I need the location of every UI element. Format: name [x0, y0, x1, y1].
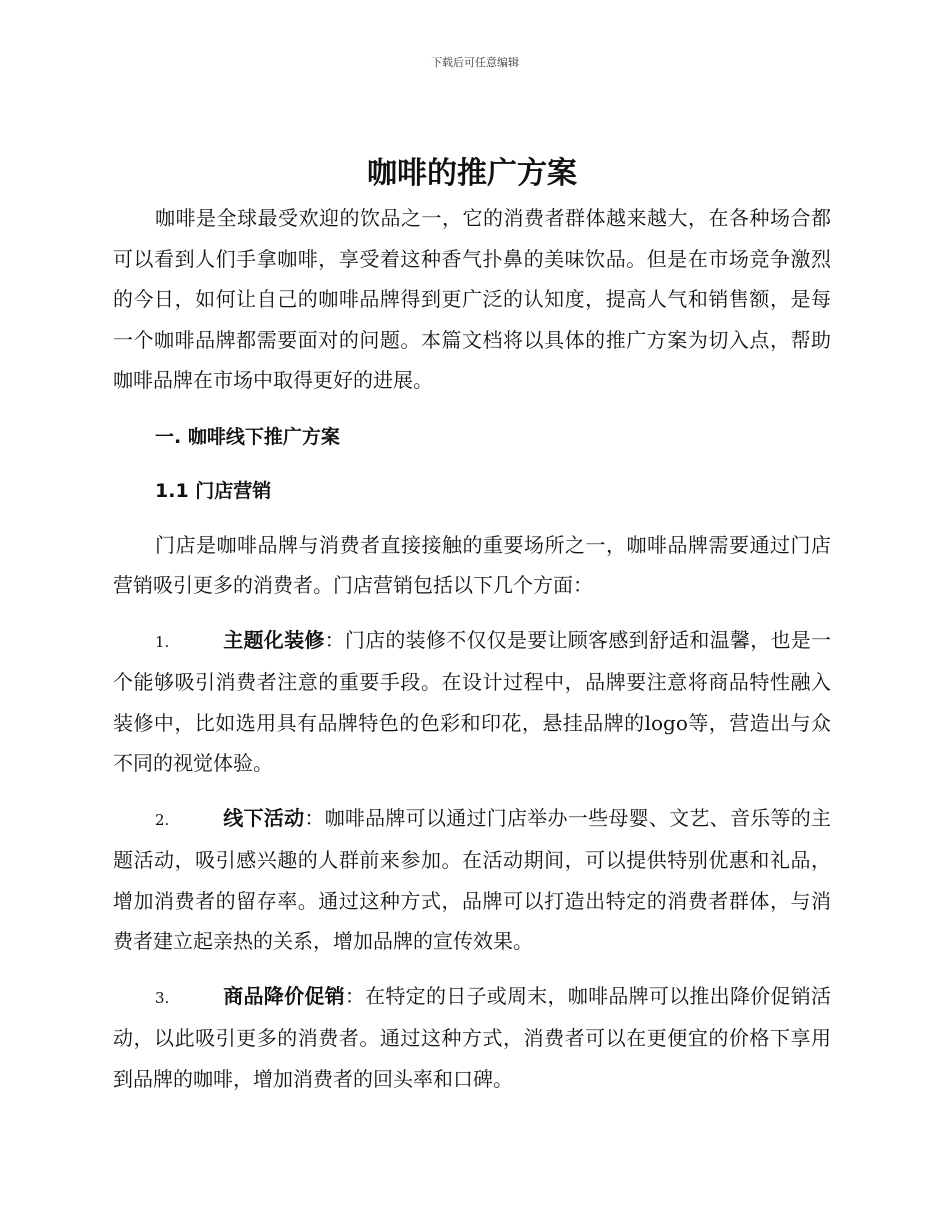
list-item-number: 3.	[155, 988, 170, 1007]
section-heading-1: 一. 咖啡线下推广方案	[155, 425, 340, 448]
document-title: 咖啡的推广方案	[367, 156, 577, 191]
list-item-number: 1.	[155, 632, 170, 651]
list-item-text: ：在特定的日子或周末，咖啡品牌可以推出降价促销活动，以此吸引更多的消费者。通过这种方式，消费者可以在更便宜的价格下享用到品牌的咖啡，增加消费者的回头率和口碑。	[113, 983, 832, 1091]
list-item-number: 2.	[155, 810, 170, 829]
list-item	[113, 976, 831, 1100]
list-item-term: 商品降价促销	[223, 983, 345, 1008]
document-body	[113, 150, 831, 1099]
list-item-term: 线下活动	[223, 805, 305, 830]
header-note: 下载后可任意编辑	[431, 56, 519, 69]
list-item-term: 主题化装修	[223, 627, 325, 652]
list-item-text: ：咖啡品牌可以通过门店举办一些母婴、文艺、音乐等的主题活动，吸引感兴趣的人群前来参加。在活动期间，可以提供特别优惠和礼品，增加消费者的留存率。通过这种方式，品牌可以打造出特定的消费者群体，与消费者建立起亲热的关系，增加品牌的宣传效果。	[113, 805, 832, 953]
intro-paragraph: 咖啡是全球最受欢迎的饮品之一，它的消费者群体越来越大，在各种场合都可以看到人们手拿咖啡，享受着这种香气扑鼻的美味饮品。但是在市场竞争激烈的今日，如何让自己的咖啡品牌得到更广泛的认知度，提高人气和销售额，是每一个咖啡品牌都需要面对的问题。本篇文档将以具体的推广方案为切入点，帮助咖啡品牌在市场中取得更好的进展。	[113, 206, 831, 392]
subsection-paragraph: 门店是咖啡品牌与消费者直接接触的重要场所之一，咖啡品牌需要通过门店营销吸引更多的消费者。门店营销包括以下几个方面：	[113, 532, 831, 597]
list-item	[113, 620, 831, 784]
list-item-text: ：门店的装修不仅仅是要让顾客感到舒适和温馨，也是一个能够吸引消费者注意的重要手段。在设计过程中，品牌要注意将商品特性融入装修中，比如选用具有品牌特色的色彩和印花，悬挂品牌的logo等，营造出与众不同的视觉体验。	[113, 627, 832, 775]
subsection-heading-1-1: 1.1 门店营销	[155, 479, 272, 502]
list-item	[113, 798, 831, 962]
